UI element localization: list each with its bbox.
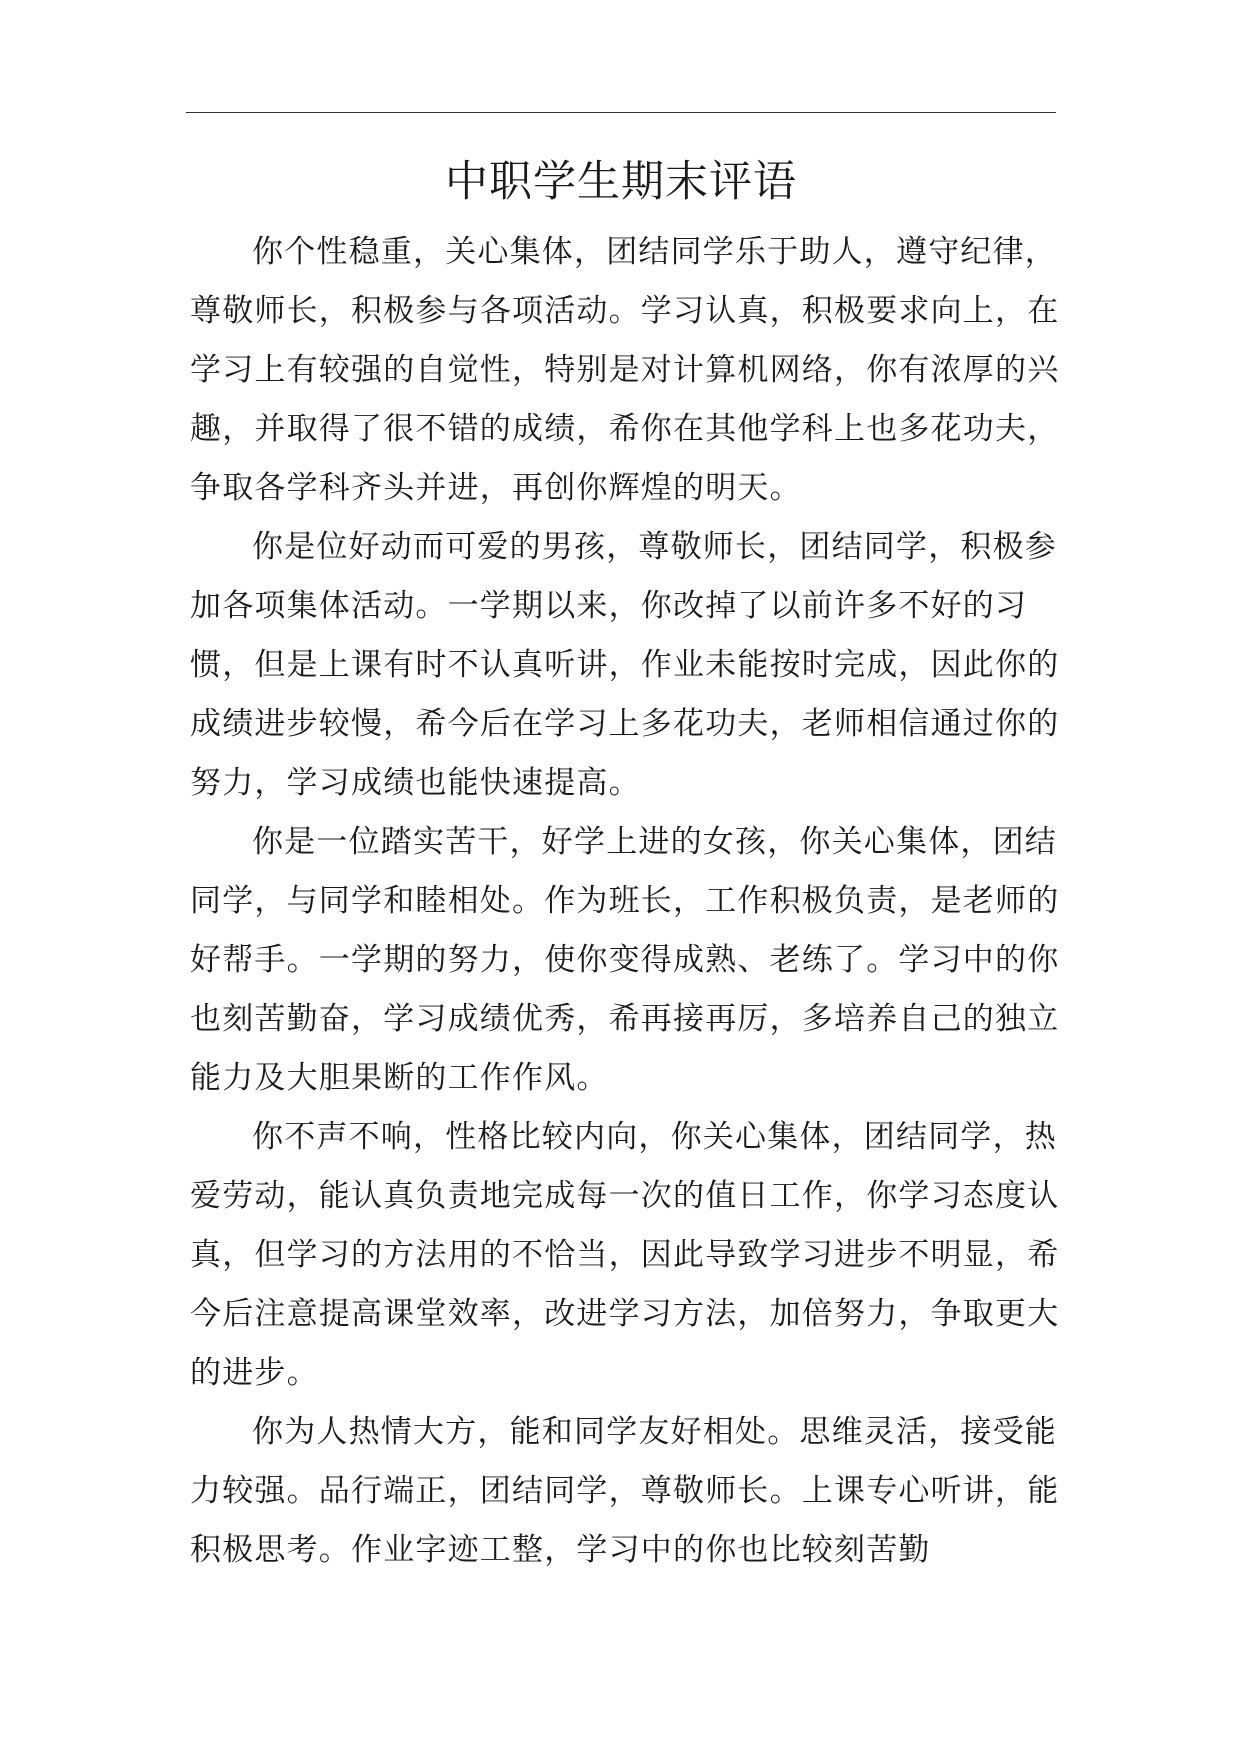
document-title: 中职学生期末评语: [445, 157, 797, 207]
comment-paragraph-2: 你是位好动而可爱的男孩，尊敬师长，团结同学，积极参加各项集体活动。一学期以来，你改掉了以前许多不好的习惯，但是上课有时不认真听讲，作业未能按时完成，因此你的成绩进步较慢，希今后在学习上多花功夫，老师相信通过你的努力，学习成绩也能快速提高。: [190, 529, 1060, 801]
comment-paragraph-3: 你是一位踏实苦干，好学上进的女孩，你关心集体，团结同学，与同学和睦相处。作为班长，工作积极负责，是老师的好帮手。一学期的努力，使你变得成熟、老练了。学习中的你也刻苦勤奋，学习成绩优秀，希再接再厉，多培养自己的独立能力及大胆果断的工作作风。: [190, 824, 1060, 1096]
comment-paragraph-5: 你为人热情大方，能和同学友好相处。思维灵活，接受能力较强。品行端正，团结同学，尊敬师长。上课专心听讲，能积极思考。作业字迹工整，学习中的你也比较刻苦勤: [190, 1414, 1060, 1568]
header-rule: [186, 112, 1056, 113]
comment-paragraph-1: 你个性稳重，关心集体，团结同学乐于助人，遵守纪律，尊敬师长，积极参与各项活动。学习认真，积极要求向上，在学习上有较强的自觉性，特别是对计算机网络，你有浓厚的兴趣，并取得了很不错的成绩，希你在其他学科上也多花功夫，争取各学科齐头并进，再创你辉煌的明天。: [190, 234, 1060, 506]
comment-paragraph-4: 你不声不响，性格比较内向，你关心集体，团结同学，热爱劳动，能认真负责地完成每一次的值日工作，你学习态度认真，但学习的方法用的不恰当，因此导致学习进步不明显，希今后注意提高课堂效率，改进学习方法，加倍努力，争取更大的进步。: [190, 1119, 1060, 1391]
document-body: [190, 223, 1070, 1580]
